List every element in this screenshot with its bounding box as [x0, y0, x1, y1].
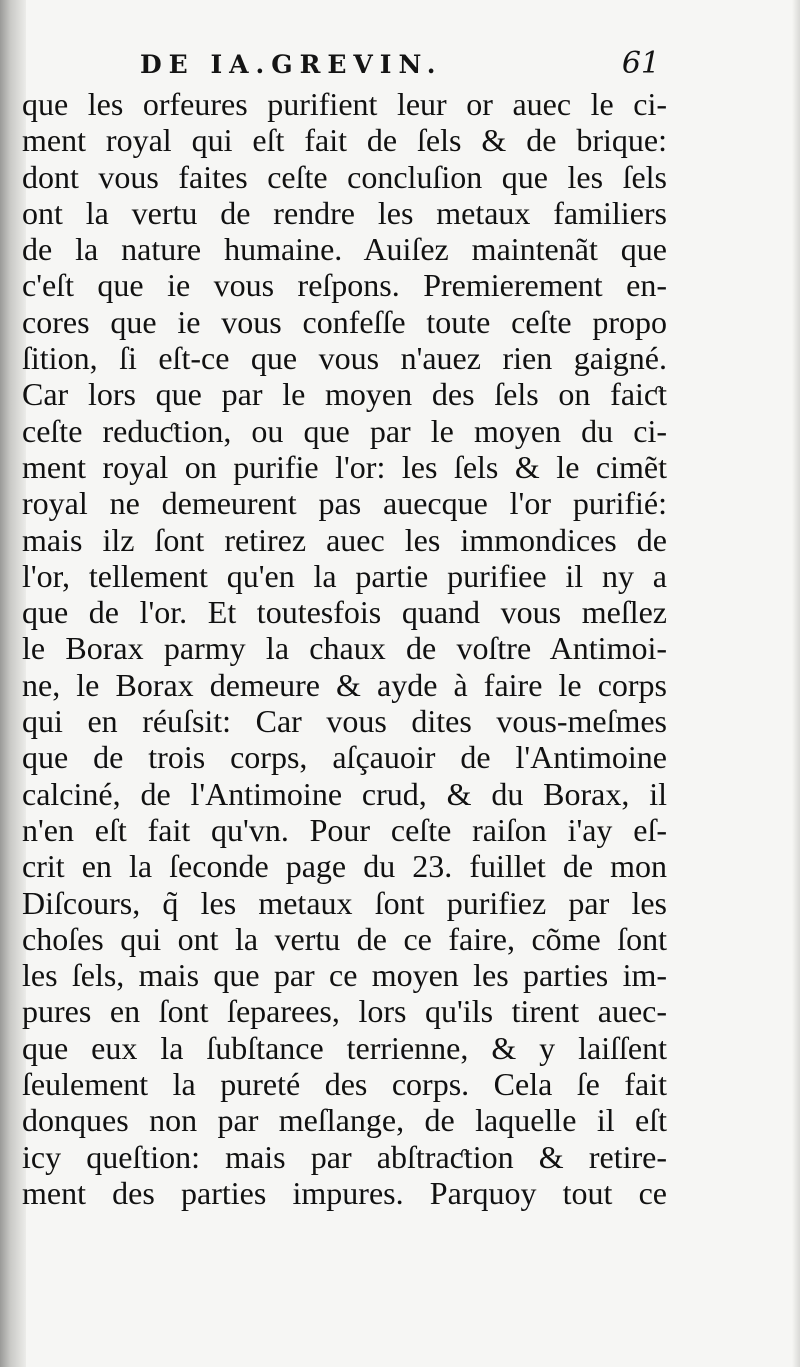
text-line: n'en eſt fait qu'vn. Pour ceſte raiſon i'ay eſ- — [22, 811, 667, 848]
text-line: ſition, ſi eſt-ce que vous n'auez rien gaigné. — [22, 340, 667, 377]
text-line: qui en réuſsit: Car vous dites vous-meſmes — [22, 703, 667, 740]
text-line: royal ne demeurent pas auecque l'or purifié: — [22, 485, 667, 522]
text-line: crit en la ſeconde page du 23. fuillet de mon — [22, 848, 667, 885]
text-line: de la nature humaine. Auiſez maintenãt que — [22, 231, 667, 268]
text-line: ment des parties impures. Parquoy tout ce — [22, 1174, 667, 1211]
text-line: donques non par meſlange, de laquelle il eſt — [22, 1102, 667, 1139]
text-line: ment royal on purifie l'or: les ſels & le cimẽt — [22, 448, 667, 485]
text-line: choſes qui ont la vertu de ce faire, cõme ſont — [22, 920, 667, 957]
text-line: icy queſtion: mais par abſtraƈtion & retire- — [22, 1138, 667, 1175]
text-line: pures en ſont ſeparees, lors qu'ils tirent auec- — [22, 993, 667, 1030]
text-line: que les orfeures purifient leur or auec le ci- — [22, 86, 667, 122]
text-line: que eux la ſubſtance terrienne, & y laiſſent — [22, 1029, 667, 1066]
text-line: ne, le Borax demeure & ayde à faire le corps — [22, 666, 667, 703]
text-line: mais ilz ſont retirez auec les immondices de — [22, 521, 667, 558]
text-line: les ſels, mais que par ce moyen les parties im- — [22, 957, 667, 994]
page-header — [140, 44, 660, 88]
page-edge — [792, 0, 800, 1367]
text-line: ſeulement la pureté des corps. Cela ſe fait — [22, 1066, 667, 1103]
text-line: que de trois corps, aſçauoir de l'Antimoine — [22, 739, 667, 776]
text-line: l'or, tellement qu'en la partie purifiee il ny a — [22, 557, 667, 594]
page-number: 61 — [621, 46, 660, 81]
running-head: DE IA.GREVIN. — [140, 50, 443, 79]
body-text — [22, 86, 667, 1211]
text-line: le Borax parmy la chaux de voſtre Antimoi- — [22, 630, 667, 667]
text-line: cores que ie vous confeſſe toute ceſte propo — [22, 303, 667, 340]
text-line: ment royal qui eſt fait de ſels & de brique: — [22, 122, 667, 159]
text-line: ceſte reduƈtion, ou que par le moyen du ci- — [22, 412, 667, 449]
text-line: que de l'or. Et toutesfois quand vous meſlez — [22, 594, 667, 631]
text-line: calciné, de l'Antimoine crud, & du Borax, il — [22, 775, 667, 812]
text-line: Car lors que par le moyen des ſels on faiƈt — [22, 376, 667, 413]
text-line: Diſcours, q̃ les metaux ſont purifiez par les — [22, 884, 667, 921]
text-line: dont vous faites ceſte concluſion que les ſels — [22, 158, 667, 195]
text-line: c'eſt que ie vous reſpons. Premierement en- — [22, 267, 667, 304]
text-line: ont la vertu de rendre les metaux familiers — [22, 194, 667, 231]
